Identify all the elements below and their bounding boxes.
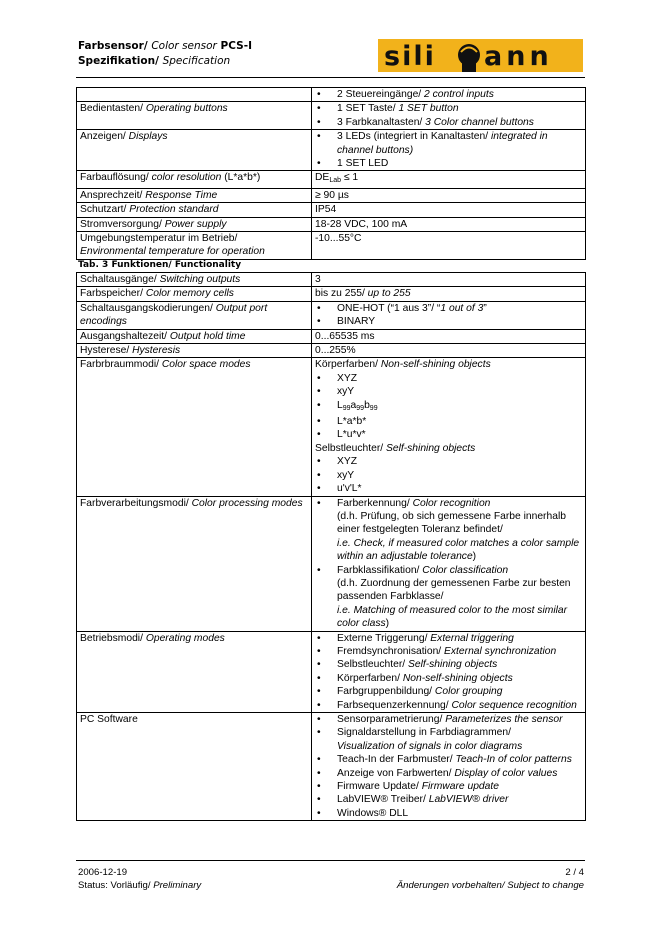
list-item: • xyY <box>315 469 582 482</box>
table-row: Ausgangshaltezeit/ Output hold time 0...65535 ms <box>77 329 586 343</box>
table-row: Ansprechzeit/ Response Time ≥ 90 µs <box>77 188 586 202</box>
table-row: Farbspeicher/ Color memory cells bis zu 255/ up to 255 <box>77 287 586 301</box>
header-title: Farbsensor/ Color sensor PCS-I <box>78 40 252 52</box>
footer-status: Status: Vorläufig/ Preliminary <box>78 880 202 891</box>
list-item: • Körperfarben/ Non-self-shining objects <box>315 672 582 685</box>
list-item: • L*a*b* <box>315 415 582 428</box>
table-row: Hysterese/ Hysteresis 0...255% <box>77 344 586 358</box>
table-row: Schaltausgänge/ Switching outputs 3 <box>77 273 586 287</box>
table-row <box>77 88 586 102</box>
list-item: • 1 SET LED <box>315 157 582 170</box>
footer-divider <box>76 860 585 861</box>
list-item: • LabVIEW® Treiber/ LabVIEW® driver <box>315 793 582 806</box>
siliconsensor-logo <box>378 39 583 72</box>
group-heading: Körperfarben/ Non-self-shining objects <box>315 359 491 371</box>
footer-note: Änderungen vorbehalten/ Subject to change <box>396 880 584 891</box>
table-row: Farbverarbeitungsmodi/ Color processing modes • Farberkennung/ Color recognition (d.h. Prüfung, ob sich gemessene Farbe innerhalb einer festgelegten Toleranz befindet/ i.e. Check, if measured color matches a color sample within an adjustable tolerance) • Farbklassifikation/ Color classification (d.h. Zuordnung der gemessenen Farbe zur besten passenden Farbklasse/ i.e. Matching of measured color to the most similar color class) <box>77 496 586 631</box>
list-item: • 3 LEDs (integriert in Kanaltasten/ integrated in channel buttons) <box>315 130 582 157</box>
table-row: Anzeigen/ Displays • 3 LEDs (integriert in Kanaltasten/ integrated in channel buttons) • 1 SET LED <box>77 130 586 171</box>
table-row: PC Software • Sensorparametrierung/ Parameterizes the sensor • Signaldarstellung in Farbdiagrammen/ Visualization of signals in color diagrams • Teach-In der Farbmuster/ Teach-In of color patterns • Anzeige von Farbwerten/ Display of color values • Firmware Update/ Firmware update • LabVIEW® Treiber/ LabVIEW® driver • Windows® DLL <box>77 713 586 821</box>
list-item: • L*u*v* <box>315 428 582 441</box>
list-item: • Farbgruppenbildung/ Color grouping <box>315 685 582 698</box>
list-item: • 2 Steuereingänge/ 2 control inputs <box>315 88 582 101</box>
page-number: 2 / 4 <box>565 867 584 878</box>
list-item: • Teach-In der Farbmuster/ Teach-In of color patterns <box>315 753 582 766</box>
list-item: • xyY <box>315 385 582 398</box>
footer-left <box>78 866 201 892</box>
table-row: Bedientasten/ Operating buttons • 1 SET Taste/ 1 SET button • 3 Farbkanaltasten/ 3 Color channel buttons <box>77 102 586 130</box>
document-header <box>78 39 252 69</box>
list-item: • ONE-HOT (“1 aus 3”/ “1 out of 3” <box>315 302 582 315</box>
list-item: • XYZ <box>315 372 582 385</box>
table-row: Schutzart/ Protection standard IP54 <box>77 203 586 217</box>
group-heading: Selbstleuchter/ Self-shining objects <box>315 442 476 454</box>
table-row: Stromversorgung/ Power supply 18-28 VDC, 100 mA <box>77 217 586 231</box>
header-divider <box>76 77 585 78</box>
footer-right <box>397 866 584 892</box>
svg-text:ann: ann <box>484 41 553 72</box>
table-caption: Tab. 3 Funktionen/ Functionality <box>78 260 242 270</box>
list-item: • $L_{99}a_{99}b_{99}$ <box>315 399 582 415</box>
list-item: • XYZ <box>315 455 582 468</box>
table-row: Schaltausgangskodierungen/ Output port encodings • ONE-HOT (“1 aus 3”/ “1 out of 3” • BINARY <box>77 301 586 329</box>
list-item: • BINARY <box>315 315 582 328</box>
specification-table <box>76 87 586 260</box>
list-item: • 3 Farbkanaltasten/ 3 Color channel buttons <box>315 116 582 129</box>
list-item: • u'v'L* <box>315 482 582 495</box>
table-row: Farbauflösung/ color resolution (L*a*b*) $DE_{Lab} \le 1$ <box>77 171 586 188</box>
header-subtitle: Spezifikation/ Specification <box>78 55 231 67</box>
list-item: • Windows® DLL <box>315 807 582 820</box>
list-item: • Signaldarstellung in Farbdiagrammen/ Visualization of signals in color diagrams <box>315 726 582 753</box>
table-row: Betriebsmodi/ Operating modes • Externe Triggerung/ External triggering • Fremdsynchronisation/ External synchronization • Selbstleuchter/ Self-shining objects • Körperfarben/ Non-self-shining objects • Farbgruppenbildung/ Color grouping • Farbsequenzerkennung/ Color sequence recognition <box>77 631 586 712</box>
list-item: • Sensorparametrierung/ Parameterizes the sensor <box>315 713 582 726</box>
list-item: • Firmware Update/ Firmware update <box>315 780 582 793</box>
list-item: • 1 SET Taste/ 1 SET button <box>315 102 582 115</box>
footer-date: 2006-12-19 <box>78 867 128 878</box>
list-item: • Farberkennung/ Color recognition (d.h. Prüfung, ob sich gemessene Farbe innerhalb einer festgelegten Toleranz befindet/ i.e. Check, if measured color matches a color sample within an adjustable tolerance) <box>315 497 582 564</box>
functionality-table <box>76 272 586 821</box>
list-item: • Anzeige von Farbwerten/ Display of color values <box>315 767 582 780</box>
list-item: • Externe Triggerung/ External triggering <box>315 632 582 645</box>
list-item: • Farbsequenzerkennung/ Color sequence recognition <box>315 699 582 712</box>
list-item: • Fremdsynchronisation/ External synchronization <box>315 645 582 658</box>
list-item: • Farbklassifikation/ Color classification (d.h. Zuordnung der gemessenen Farbe zur besten passenden Farbklasse/ i.e. Matching of measured color to the most similar color class) <box>315 564 582 631</box>
list-item: • Selbstleuchter/ Self-shining objects <box>315 658 582 671</box>
table-row: Farbrbraummodi/ Color space modes Körperfarben/ Non-self-shining objects • XYZ • xyY • $L_{99}a_{99}b_{99}$ • L*a*b* • L*u*v* Selbstleuchter/ Self-shining objects • XYZ • xyY • u'v'L* <box>77 358 586 496</box>
table-row: Umgebungstemperatur im Betrieb/ Environmental temperature for operation -10...55°C <box>77 232 586 260</box>
svg-text:sili: sili <box>384 41 436 72</box>
